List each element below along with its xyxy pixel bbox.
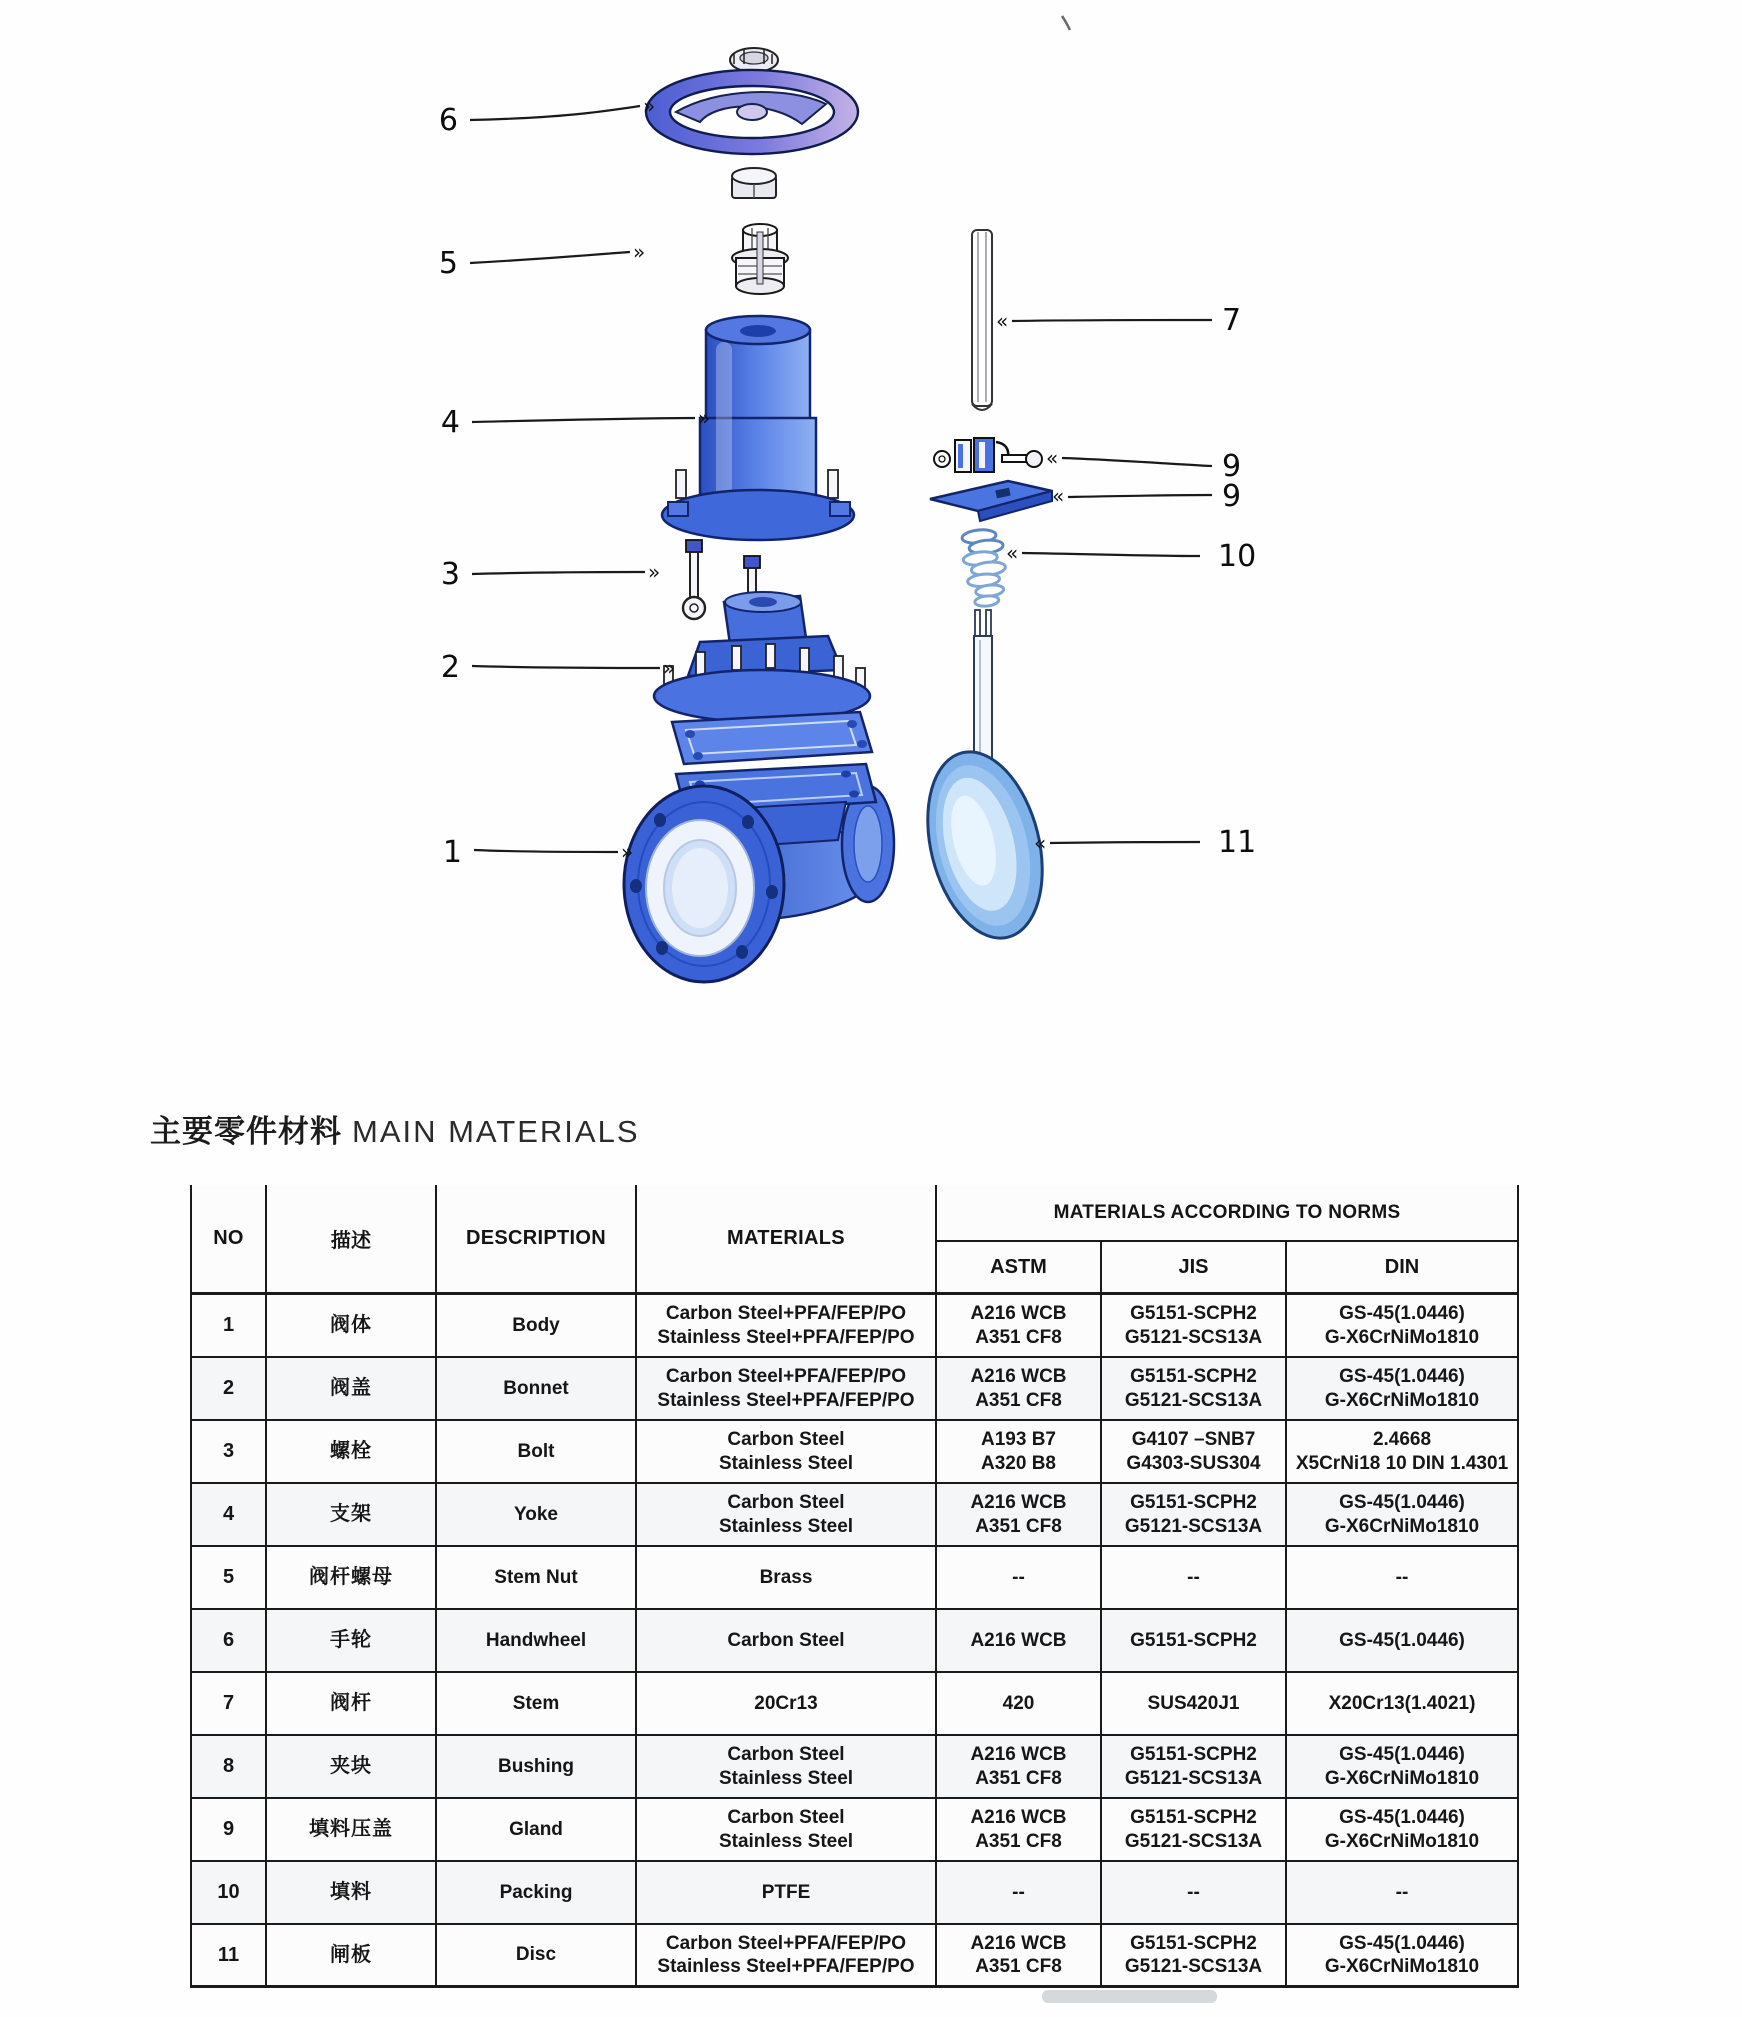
cell-en bbox=[437, 1358, 637, 1421]
part-callout-9a: 9 bbox=[1222, 449, 1242, 484]
cell-line: 3 bbox=[222, 1440, 235, 1463]
header-no: NO bbox=[192, 1185, 267, 1295]
cell-line: Body bbox=[512, 1314, 560, 1336]
svg-text:«: « bbox=[1046, 446, 1059, 470]
cell-line: X5CrNi18 10 DIN 1.4301 bbox=[1295, 1452, 1509, 1474]
cell-jis bbox=[1102, 1610, 1287, 1673]
cell-line: G5151-SCPH2 bbox=[1130, 1366, 1257, 1388]
cell-jis bbox=[1102, 1673, 1287, 1736]
cell-line: 9 bbox=[222, 1818, 235, 1841]
cell-line: A351 CF8 bbox=[975, 1389, 1062, 1411]
cell-line: A216 WCB bbox=[970, 1492, 1067, 1514]
cell-no bbox=[192, 1547, 267, 1610]
part-callout-9b: 9 bbox=[1222, 479, 1242, 514]
cell-line: Stem Nut bbox=[494, 1566, 578, 1588]
cell-zh bbox=[267, 1484, 437, 1547]
table-row bbox=[192, 1862, 1517, 1925]
cell-line: A216 WCB bbox=[970, 1807, 1067, 1829]
cell-en bbox=[437, 1295, 637, 1358]
cell-line: GS-45(1.0446) bbox=[1339, 1744, 1465, 1766]
valve-body bbox=[624, 764, 894, 982]
main-materials-table bbox=[190, 1185, 1519, 1988]
cell-line: 5 bbox=[222, 1566, 235, 1589]
svg-text:»: » bbox=[621, 840, 634, 864]
cell-line: A216 WCB bbox=[970, 1303, 1067, 1325]
cell-materials bbox=[637, 1547, 937, 1610]
cell-no bbox=[192, 1484, 267, 1547]
cell-zh bbox=[267, 1925, 437, 1988]
cell-zh bbox=[267, 1610, 437, 1673]
cell-zh bbox=[267, 1673, 437, 1736]
part-callout-6: 6 bbox=[438, 103, 458, 138]
cell-line: G5121-SCS13A bbox=[1124, 1830, 1263, 1852]
svg-text:«: « bbox=[1006, 541, 1019, 565]
cell-line: G5121-SCS13A bbox=[1124, 1956, 1263, 1977]
part-callout-7: 7 bbox=[1222, 303, 1242, 338]
disc bbox=[910, 610, 1061, 950]
part-callout-11: 11 bbox=[1218, 825, 1257, 860]
cell-line: Carbon Steel+PFA/FEP/PO bbox=[665, 1366, 907, 1388]
cell-line: G5151-SCPH2 bbox=[1130, 1932, 1257, 1954]
cell-zh bbox=[267, 1736, 437, 1799]
cell-astm bbox=[937, 1799, 1102, 1862]
cell-line: Bonnet bbox=[503, 1377, 569, 1399]
cell-zh bbox=[267, 1799, 437, 1862]
cell-line: GS-45(1.0446) bbox=[1339, 1366, 1465, 1388]
cell-line: 螺栓 bbox=[330, 1440, 372, 1463]
header-norms: MATERIALS ACCORDING TO NORMS bbox=[937, 1185, 1517, 1242]
svg-text:»: » bbox=[698, 406, 711, 430]
cell-line: 填料 bbox=[330, 1881, 372, 1904]
cell-en bbox=[437, 1484, 637, 1547]
cell-materials bbox=[637, 1421, 937, 1484]
table-row bbox=[192, 1484, 1517, 1547]
header-desc-zh: 描述 bbox=[267, 1185, 437, 1295]
cell-astm bbox=[937, 1862, 1102, 1925]
cell-line: Bolt bbox=[517, 1440, 555, 1462]
header-astm: ASTM bbox=[937, 1242, 1102, 1295]
cell-line: -- bbox=[1187, 1881, 1200, 1903]
cell-line: Brass bbox=[759, 1566, 813, 1588]
cell-jis bbox=[1102, 1925, 1287, 1988]
cell-jis bbox=[1102, 1862, 1287, 1925]
part-callout-3: 3 bbox=[440, 557, 460, 592]
section-title-zh: 主要零件材料 bbox=[150, 1114, 342, 1149]
cell-line: 阀杆 bbox=[330, 1692, 372, 1715]
cell-astm bbox=[937, 1736, 1102, 1799]
scan-smudge bbox=[1042, 1990, 1217, 2003]
cell-zh bbox=[267, 1421, 437, 1484]
cell-materials bbox=[637, 1862, 937, 1925]
stem bbox=[972, 230, 992, 410]
cell-materials bbox=[637, 1295, 937, 1358]
cell-line: A216 WCB bbox=[970, 1932, 1067, 1954]
cell-en bbox=[437, 1673, 637, 1736]
cell-line: 阀体 bbox=[330, 1314, 372, 1337]
table-body bbox=[192, 1295, 1517, 1988]
cell-materials bbox=[637, 1925, 937, 1988]
cell-line: G-X6CrNiMo1810 bbox=[1324, 1767, 1480, 1789]
cell-line: 8 bbox=[222, 1755, 235, 1778]
cell-line: G5151-SCPH2 bbox=[1130, 1492, 1257, 1514]
cell-no bbox=[192, 1673, 267, 1736]
part-callout-4: 4 bbox=[440, 405, 460, 440]
cell-line: G4107 –SNB7 bbox=[1131, 1429, 1256, 1451]
cell-din bbox=[1287, 1736, 1517, 1799]
cell-line: Disc bbox=[515, 1944, 557, 1966]
cell-no bbox=[192, 1421, 267, 1484]
packing bbox=[960, 528, 1009, 608]
cell-no bbox=[192, 1736, 267, 1799]
header-description: DESCRIPTION bbox=[437, 1185, 637, 1295]
cell-en bbox=[437, 1547, 637, 1610]
cell-zh bbox=[267, 1862, 437, 1925]
svg-text:»: » bbox=[643, 94, 656, 118]
cell-line: Stainless Steel+PFA/FEP/PO bbox=[657, 1956, 915, 1977]
cell-line: SUS420J1 bbox=[1147, 1692, 1240, 1714]
cell-materials bbox=[637, 1358, 937, 1421]
cell-line: Stainless Steel bbox=[718, 1830, 854, 1852]
cell-din bbox=[1287, 1925, 1517, 1988]
cell-line: G4303-SUS304 bbox=[1126, 1452, 1261, 1474]
cell-line: G5151-SCPH2 bbox=[1130, 1744, 1257, 1766]
cell-line: 2 bbox=[222, 1377, 235, 1400]
cell-line: A216 WCB bbox=[970, 1744, 1067, 1766]
cell-line: -- bbox=[1395, 1881, 1409, 1903]
table-row bbox=[192, 1547, 1517, 1610]
cell-line: 1 bbox=[222, 1314, 235, 1337]
cell-materials bbox=[637, 1799, 937, 1862]
cell-line: A351 CF8 bbox=[975, 1956, 1062, 1977]
cell-no bbox=[192, 1295, 267, 1358]
cell-line: Stainless Steel bbox=[718, 1515, 854, 1537]
table-header bbox=[192, 1185, 1517, 1295]
cell-line: Stem bbox=[512, 1692, 560, 1714]
cell-line: G-X6CrNiMo1810 bbox=[1324, 1830, 1480, 1852]
table-row bbox=[192, 1358, 1517, 1421]
cell-din bbox=[1287, 1862, 1517, 1925]
cell-line: GS-45(1.0446) bbox=[1339, 1303, 1465, 1325]
cell-line: Packing bbox=[499, 1881, 573, 1903]
cell-line: G-X6CrNiMo1810 bbox=[1324, 1326, 1480, 1348]
cell-din bbox=[1287, 1421, 1517, 1484]
table-row bbox=[192, 1799, 1517, 1862]
cell-zh bbox=[267, 1358, 437, 1421]
cell-no bbox=[192, 1925, 267, 1988]
cell-astm bbox=[937, 1925, 1102, 1988]
cell-astm bbox=[937, 1421, 1102, 1484]
cell-line: -- bbox=[1012, 1566, 1025, 1588]
table-row bbox=[192, 1421, 1517, 1484]
cell-astm bbox=[937, 1484, 1102, 1547]
cell-line: 7 bbox=[222, 1692, 235, 1715]
cell-astm bbox=[937, 1673, 1102, 1736]
cell-din bbox=[1287, 1673, 1517, 1736]
svg-text:»: » bbox=[648, 560, 661, 584]
cell-line: GS-45(1.0446) bbox=[1339, 1932, 1465, 1954]
cell-en bbox=[437, 1799, 637, 1862]
cell-jis bbox=[1102, 1295, 1287, 1358]
svg-text:»: » bbox=[633, 240, 646, 264]
cell-line: 夹块 bbox=[330, 1755, 372, 1778]
cell-jis bbox=[1102, 1799, 1287, 1862]
table-row bbox=[192, 1295, 1517, 1358]
cell-din bbox=[1287, 1358, 1517, 1421]
cell-line: Handwheel bbox=[485, 1629, 587, 1651]
cell-line: 4 bbox=[222, 1503, 235, 1526]
cell-line: A351 CF8 bbox=[975, 1767, 1062, 1789]
cell-materials bbox=[637, 1736, 937, 1799]
cell-line: X20Cr13(1.4021) bbox=[1328, 1692, 1476, 1714]
cell-line: Stainless Steel bbox=[718, 1767, 854, 1789]
cell-line: A216 WCB bbox=[970, 1629, 1067, 1651]
cell-line: Carbon Steel bbox=[727, 1744, 845, 1766]
cell-astm bbox=[937, 1358, 1102, 1421]
cell-line: A193 B7 bbox=[981, 1429, 1056, 1451]
table-row bbox=[192, 1736, 1517, 1799]
cell-line: G5151-SCPH2 bbox=[1130, 1807, 1257, 1829]
cell-materials bbox=[637, 1673, 937, 1736]
cell-materials bbox=[637, 1610, 937, 1673]
section-title bbox=[150, 1106, 640, 1151]
cell-line: A216 WCB bbox=[970, 1366, 1067, 1388]
cell-line: Yoke bbox=[513, 1503, 558, 1525]
table-row bbox=[192, 1925, 1517, 1988]
section-title-en: MAIN MATERIALS bbox=[352, 1114, 640, 1149]
bushing bbox=[934, 438, 1042, 472]
header-jis: JIS bbox=[1102, 1242, 1287, 1295]
cell-line: 11 bbox=[217, 1943, 240, 1966]
cell-en bbox=[437, 1862, 637, 1925]
cell-zh bbox=[267, 1547, 437, 1610]
cell-en bbox=[437, 1421, 637, 1484]
cell-line: 阀杆螺母 bbox=[309, 1566, 393, 1589]
part-callout-10: 10 bbox=[1218, 539, 1257, 574]
cell-line: -- bbox=[1012, 1881, 1025, 1903]
cell-line: A320 B8 bbox=[981, 1452, 1056, 1474]
cell-no bbox=[192, 1862, 267, 1925]
cell-no bbox=[192, 1358, 267, 1421]
cell-line: 420 bbox=[1002, 1692, 1035, 1714]
cell-astm bbox=[937, 1610, 1102, 1673]
cell-line: 20Cr13 bbox=[754, 1692, 818, 1714]
cell-line: G-X6CrNiMo1810 bbox=[1324, 1389, 1480, 1411]
part-callout-2: 2 bbox=[440, 650, 460, 685]
cell-line: GS-45(1.0446) bbox=[1339, 1492, 1465, 1514]
part-callout-5: 5 bbox=[438, 246, 458, 281]
header-materials: MATERIALS bbox=[637, 1185, 937, 1295]
cell-line: Carbon Steel bbox=[727, 1492, 845, 1514]
cell-din bbox=[1287, 1547, 1517, 1610]
svg-text:»: » bbox=[663, 656, 676, 680]
cell-line: 支架 bbox=[330, 1503, 372, 1526]
table-row bbox=[192, 1673, 1517, 1736]
cell-line: A351 CF8 bbox=[975, 1326, 1062, 1348]
cell-line: 阀盖 bbox=[330, 1377, 372, 1400]
handwheel bbox=[646, 70, 858, 154]
cell-line: G5151-SCPH2 bbox=[1130, 1303, 1257, 1325]
svg-text:«: « bbox=[996, 309, 1009, 333]
cell-line: A351 CF8 bbox=[975, 1515, 1062, 1537]
cell-line: G5121-SCS13A bbox=[1124, 1389, 1263, 1411]
cell-din bbox=[1287, 1484, 1517, 1547]
cell-astm bbox=[937, 1295, 1102, 1358]
cell-line: GS-45(1.0446) bbox=[1339, 1629, 1465, 1651]
bonnet bbox=[654, 592, 872, 764]
cell-astm bbox=[937, 1547, 1102, 1610]
cell-line: -- bbox=[1395, 1566, 1409, 1588]
cell-jis bbox=[1102, 1547, 1287, 1610]
cell-line: Carbon Steel bbox=[727, 1629, 845, 1651]
cell-line: -- bbox=[1187, 1566, 1200, 1588]
svg-text:«: « bbox=[1052, 484, 1065, 508]
cell-line: Bushing bbox=[498, 1755, 574, 1777]
cell-line: G-X6CrNiMo1810 bbox=[1324, 1515, 1480, 1537]
stem-nut bbox=[732, 224, 788, 294]
cell-line: G-X6CrNiMo1810 bbox=[1324, 1956, 1480, 1977]
cell-no bbox=[192, 1610, 267, 1673]
cell-line: G5121-SCS13A bbox=[1124, 1515, 1263, 1537]
cell-zh bbox=[267, 1295, 437, 1358]
yoke bbox=[662, 316, 854, 540]
part-callout-1: 1 bbox=[442, 835, 462, 870]
cell-jis bbox=[1102, 1421, 1287, 1484]
svg-text:«: « bbox=[1034, 831, 1047, 855]
cell-line: PTFE bbox=[761, 1881, 811, 1903]
cell-din bbox=[1287, 1799, 1517, 1862]
cell-jis bbox=[1102, 1736, 1287, 1799]
cell-line: Carbon Steel bbox=[727, 1807, 845, 1829]
table-row bbox=[192, 1610, 1517, 1673]
cell-en bbox=[437, 1925, 637, 1988]
gland bbox=[930, 481, 1052, 521]
cell-line: 闸板 bbox=[330, 1943, 372, 1966]
cell-din bbox=[1287, 1610, 1517, 1673]
cell-jis bbox=[1102, 1484, 1287, 1547]
cell-jis bbox=[1102, 1358, 1287, 1421]
cell-line: 6 bbox=[222, 1629, 235, 1652]
cell-line: G5151-SCPH2 bbox=[1130, 1629, 1257, 1651]
cell-line: Carbon Steel+PFA/FEP/PO bbox=[665, 1932, 907, 1954]
cell-line: 2.4668 bbox=[1372, 1429, 1432, 1451]
scan-mark bbox=[1062, 16, 1070, 30]
handwheel-nut bbox=[730, 48, 778, 72]
cell-din bbox=[1287, 1295, 1517, 1358]
cell-line: Gland bbox=[509, 1818, 563, 1840]
cell-line: G5121-SCS13A bbox=[1124, 1767, 1263, 1789]
cell-line: Carbon Steel+PFA/FEP/PO bbox=[665, 1303, 907, 1325]
cell-line: 10 bbox=[217, 1881, 240, 1904]
handwheel-cap bbox=[732, 168, 776, 198]
part-callouts bbox=[439, 103, 1256, 870]
cell-en bbox=[437, 1736, 637, 1799]
cell-line: GS-45(1.0446) bbox=[1339, 1807, 1465, 1829]
cell-line: Stainless Steel+PFA/FEP/PO bbox=[657, 1389, 915, 1411]
cell-en bbox=[437, 1610, 637, 1673]
cell-line: 手轮 bbox=[330, 1629, 372, 1652]
cell-line: Stainless Steel bbox=[718, 1452, 854, 1474]
cell-line: Carbon Steel bbox=[727, 1429, 845, 1451]
header-din: DIN bbox=[1287, 1242, 1517, 1295]
cell-line: Stainless Steel+PFA/FEP/PO bbox=[657, 1326, 915, 1348]
cell-line: A351 CF8 bbox=[975, 1830, 1062, 1852]
cell-line: 填料压盖 bbox=[309, 1818, 393, 1841]
cell-materials bbox=[637, 1484, 937, 1547]
cell-no bbox=[192, 1799, 267, 1862]
cell-line: G5121-SCS13A bbox=[1124, 1326, 1263, 1348]
